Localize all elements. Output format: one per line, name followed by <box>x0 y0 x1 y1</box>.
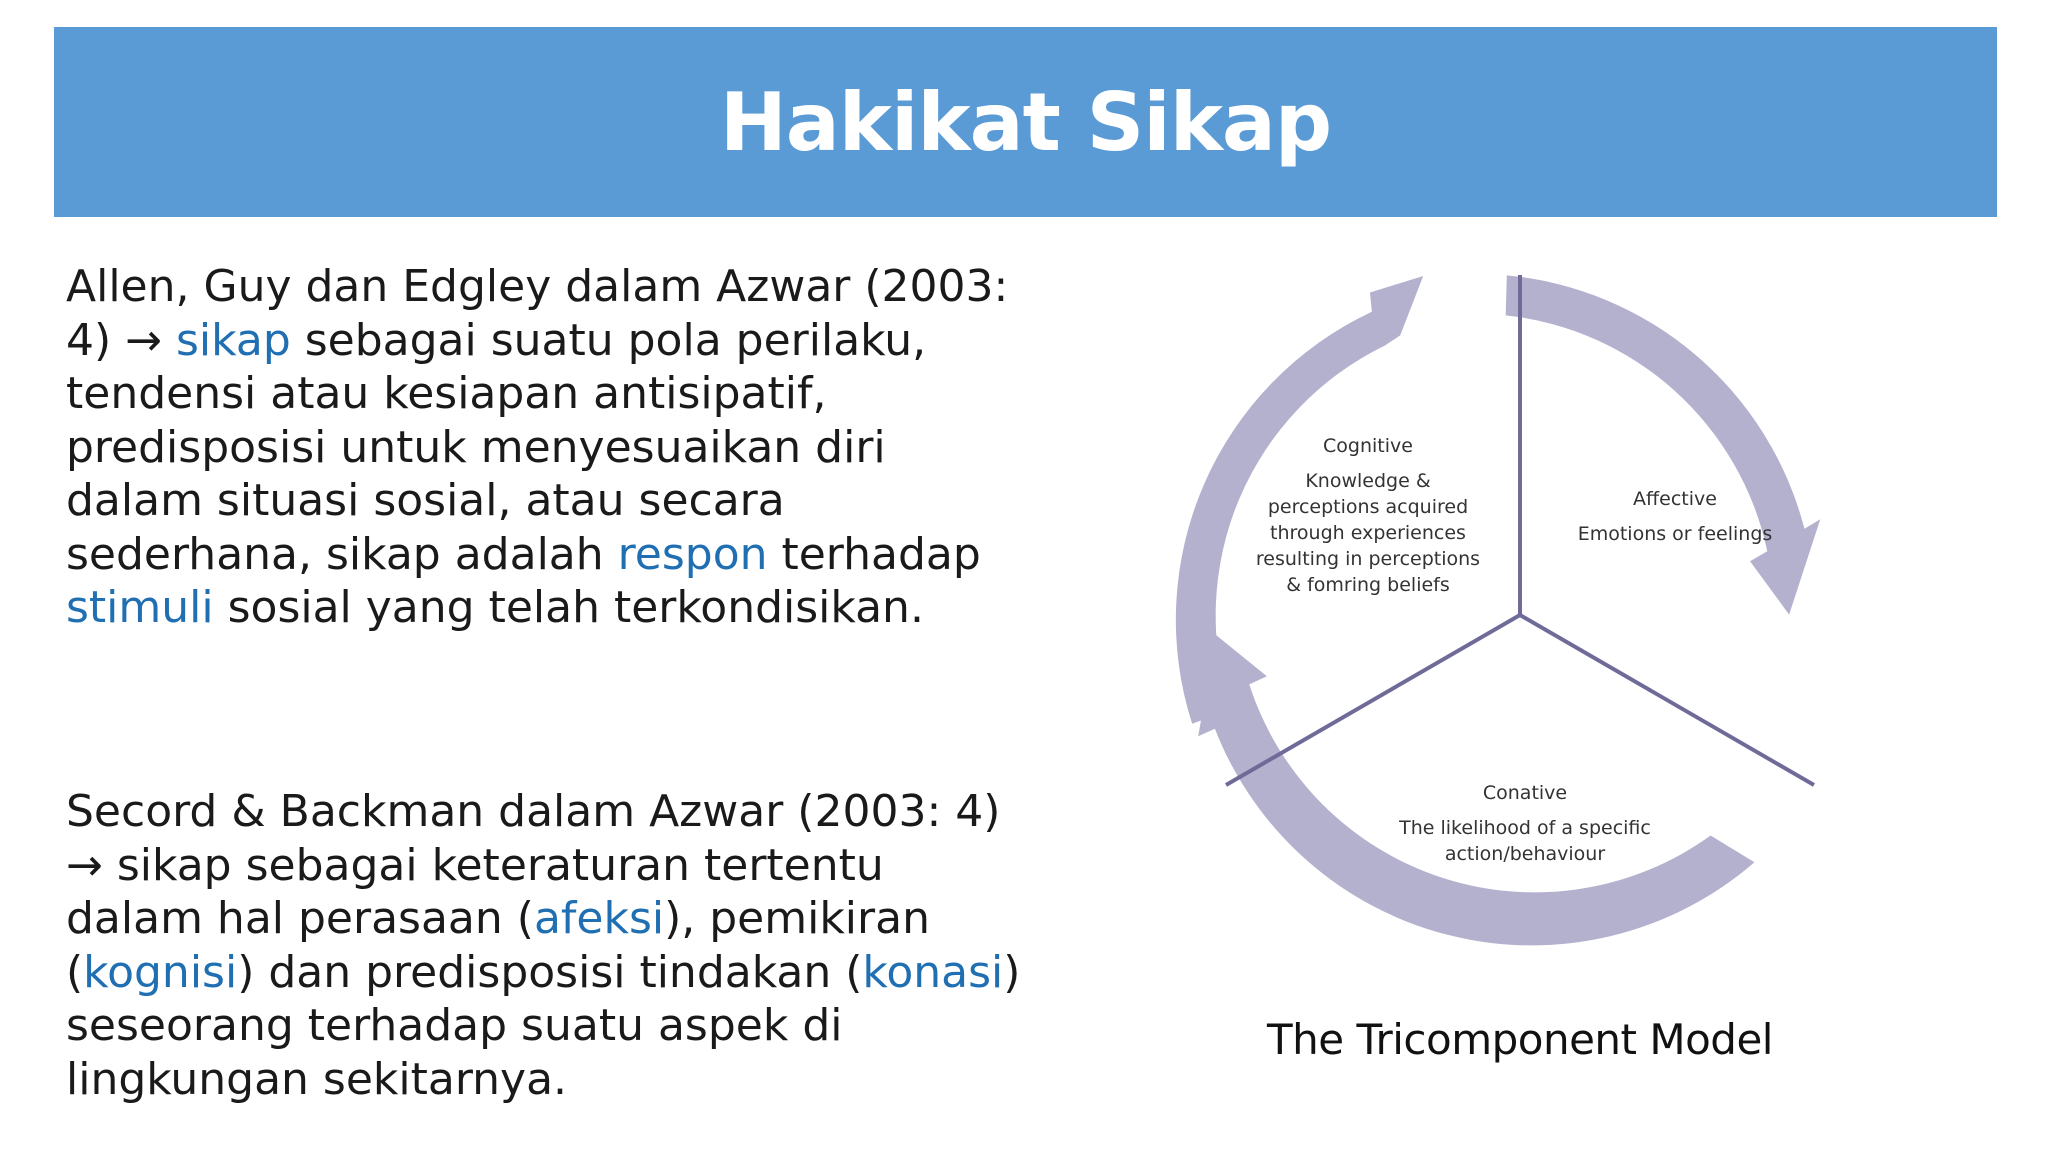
arrow-cognitive-to-affective <box>1506 275 1821 614</box>
text-segment: ), pemikiran ( <box>66 893 930 998</box>
highlighted-term: sikap <box>176 314 291 366</box>
cognitive-line-1: Knowledge & <box>1305 470 1431 492</box>
text-segment: terhadap <box>767 528 981 580</box>
cognitive-line-3: through experiences <box>1270 522 1466 544</box>
text-segment: sosial yang telah terkondisikan. <box>213 582 924 633</box>
definition-paragraph-allen <box>66 260 1026 635</box>
cognitive-line-2: perceptions acquired <box>1267 496 1469 518</box>
text-segment: sebagai suatu pola perilaku, tendensi atau kesiapan antisipatif, predisposisi untuk menyesuaikan diri dalam situasi sosial, atau secara sederhana, sikap adalah <box>66 314 927 580</box>
text-segment: Allen, Guy dan Edgley dalam Azwar (2003: 4) → <box>66 261 1009 366</box>
slide-title: Hakikat Sikap <box>719 75 1332 169</box>
diagram-caption: The Tricomponent Model <box>1267 1015 1773 1064</box>
conative-title: Conative <box>1482 782 1568 804</box>
cognitive-line-5: & fomring beliefs <box>1286 574 1450 596</box>
text-segment: ) seseorang terhadap suatu aspek di lingkungan sekitarnya. <box>66 946 1021 1105</box>
affective-line-1: Emotions or feelings <box>1577 523 1773 545</box>
tricomponent-diagram <box>1130 225 1910 1005</box>
highlighted-term: respon <box>617 528 768 580</box>
definition-paragraph-secord <box>66 785 1026 1106</box>
highlighted-term: stimuli <box>66 582 214 633</box>
affective-title: Affective <box>1633 488 1717 510</box>
divider-left <box>1226 615 1520 785</box>
affective-label <box>1578 488 1773 545</box>
highlighted-term: afeksi <box>533 893 665 944</box>
conative-label <box>1398 782 1651 865</box>
cognitive-title: Cognitive <box>1323 435 1413 457</box>
cognitive-label <box>1256 435 1480 596</box>
text-segment: Secord & Backman dalam Azwar (2003: 4) → sikap sebagai keteraturan tertentu dalam hal perasaan ( <box>66 786 1001 944</box>
highlighted-term: konasi <box>862 946 1004 998</box>
arrow-affective-to-conative <box>1198 635 1754 945</box>
conative-line-1: The likelihood of a specific <box>1399 817 1651 839</box>
highlighted-term: kognisi <box>83 946 238 998</box>
text-segment: ) dan predisposisi tindakan ( <box>237 946 863 998</box>
cognitive-line-4: resulting in perceptions <box>1255 548 1481 570</box>
divider-right <box>1520 615 1814 785</box>
conative-line-2: action/behaviour <box>1444 843 1606 865</box>
title-bar <box>54 27 1997 217</box>
